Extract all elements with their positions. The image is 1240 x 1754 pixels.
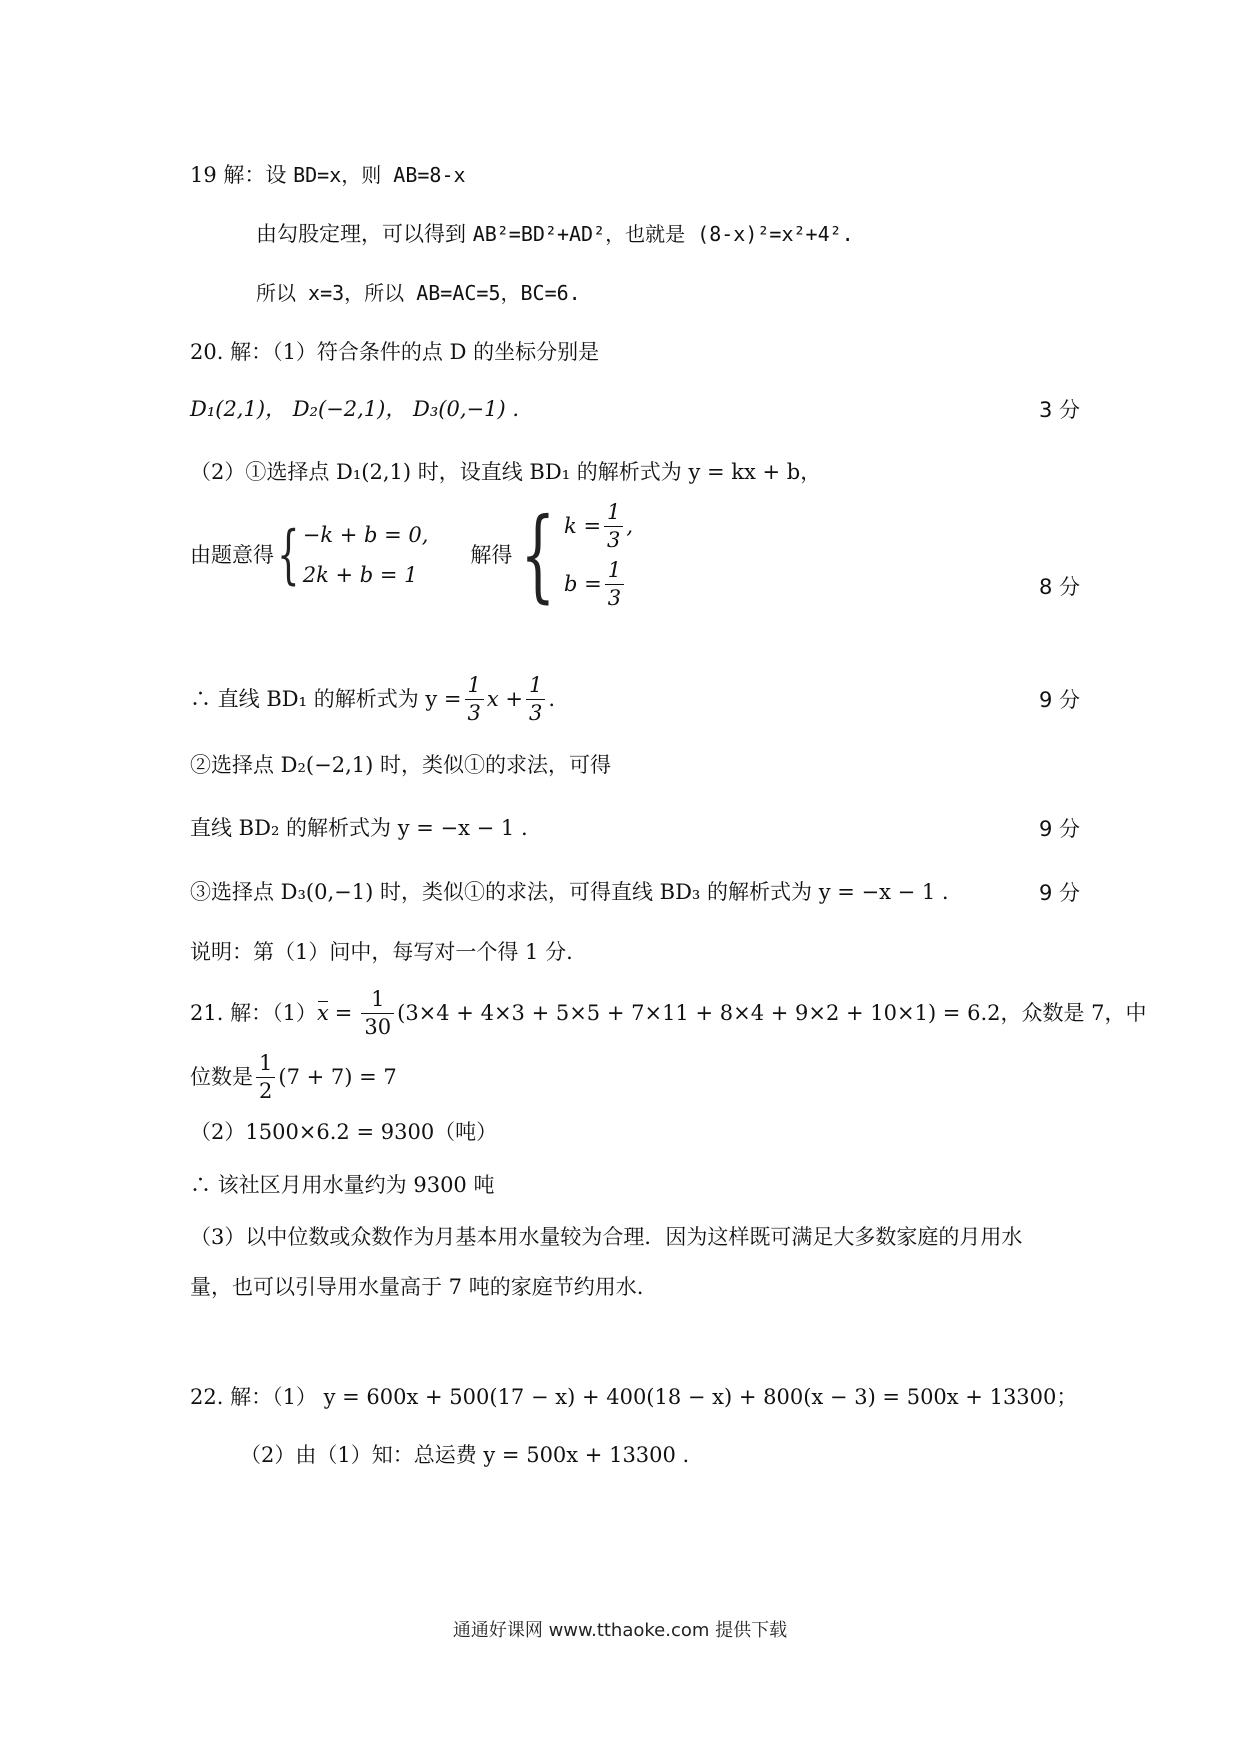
q20-intro: 20. 解：（1）符合条件的点 D 的坐标分别是	[190, 340, 600, 364]
fraction-denominator: 3	[607, 585, 622, 610]
fraction-numerator: 1	[256, 1053, 275, 1078]
q20-equation-1: −k + b = 0,	[302, 523, 429, 547]
fraction-one-third	[465, 672, 484, 725]
q20-equation-2: 2k + b = 1	[302, 563, 418, 587]
q20-solution-b	[564, 555, 633, 613]
page-footer: 通通好课网 www.tthaoke.com 提供下载	[452, 1620, 788, 1641]
q19-line-3: 所以 x=3，所以 AB=AC=5，BC=6.	[256, 281, 581, 305]
q22-line-2: （2）由（1）知：总运费 y = 500x + 13300 .	[240, 1443, 690, 1467]
q21-median-expression: (7 + 7) = 7	[278, 1065, 397, 1089]
q19-line-2	[256, 219, 1090, 249]
q20-therefore-end: .	[548, 687, 556, 711]
q20-points-score: 3 分	[1038, 398, 1080, 422]
q20-solve-label: 解得	[470, 543, 513, 567]
q20-therefore-line	[190, 668, 1090, 730]
q20-case2-line: ②选择点 D₂(−2,1) 时，类似①的求法，可得	[190, 753, 611, 777]
q20-system-row	[190, 496, 1090, 613]
q20-note: 说明：第（1）问中，每写对一个得 1 分.	[190, 940, 573, 964]
fraction-numerator: 1	[604, 502, 623, 527]
q19-setup: BD=x，则 AB=8-x	[293, 163, 466, 187]
q20-case2-result: 直线 BD₂ 的解析式为 y = −x − 1 .	[190, 816, 528, 840]
q21-prefix: 21. 解：（1）	[190, 1001, 317, 1025]
q20-solution	[564, 497, 633, 613]
fraction-one-half	[256, 1050, 275, 1103]
fraction-one-thirtieth	[361, 986, 394, 1039]
q20-points: D₁(2,1)， D₂(−2,1)， D₃(0,−1) .	[190, 397, 520, 421]
q21-part1-line	[190, 982, 1147, 1044]
fraction-denominator: 3	[607, 527, 621, 552]
q19-pythag-label: 由勾股定理，可以得到	[256, 222, 473, 246]
fraction-numerator: 1	[605, 560, 624, 585]
fraction-numerator: 1	[465, 675, 484, 700]
q20-system-score: 8 分	[1038, 575, 1080, 599]
fraction-denominator: 30	[364, 1014, 392, 1039]
q21-part3-line-1: （3）以中位数或众数作为月基本用水量较为合理．因为这样既可满足大多数家庭的月用水	[190, 1225, 1023, 1249]
q20-solution-k: k = $\frac{1}{3}$ ,	[564, 499, 634, 552]
left-brace-icon: {	[277, 518, 300, 592]
q21-mean-symbol: x	[317, 998, 329, 1028]
q20-system-label: 由题意得	[190, 543, 274, 567]
fraction-numerator: 1	[361, 989, 394, 1014]
q20-case3-line: ③选择点 D₃(0,−1) 时，类似①的求法，可得直线 BD₃ 的解析式为 y = −x − 1 .	[190, 880, 949, 904]
q20-k-label: k =	[564, 514, 602, 538]
q21-part2: （2）1500×6.2 = 9300（吨）	[190, 1120, 498, 1144]
q21-median-line	[190, 1046, 1090, 1108]
q19-line-1	[190, 160, 1090, 190]
q21-part2-conclusion: ∴ 该社区月用水量约为 9300 吨	[190, 1173, 495, 1197]
fraction-denominator: 3	[467, 700, 481, 725]
fraction-denominator: 2	[259, 1078, 273, 1103]
fraction-one-third	[605, 557, 624, 610]
q19-prefix: 19 解：设	[190, 163, 294, 187]
q22-line-1: 22. 解：（1） y = 600x + 500(17 − x) + 400(18 − x) + 800(x − 3) = 500x + 13300；	[190, 1385, 1078, 1409]
q20-therefore-mid: x +	[486, 687, 524, 711]
q21-median-prefix: 位数是	[190, 1065, 253, 1089]
fraction-denominator: 3	[529, 700, 543, 725]
q20-therefore-score: 9 分	[1038, 688, 1080, 712]
fraction-numerator: 1	[526, 675, 545, 700]
q20-part2-line: （2）①选择点 D₁(2,1) 时，设直线 BD₁ 的解析式为 y = kx + b，	[190, 460, 822, 484]
q20-case2-score: 9 分	[1038, 817, 1080, 841]
q20-case3-score: 9 分	[1038, 881, 1080, 905]
q20-equation-system	[303, 515, 429, 595]
q21-mean-expression: (3×4 + 4×3 + 5×5 + 7×11 + 8×4 + 9×2 + 10×1) = 6.2，众数是 7，中	[397, 1001, 1147, 1025]
left-brace-icon: {	[520, 496, 556, 613]
fraction-one-third	[526, 672, 545, 725]
q19-pythag-expr: AB²=BD²+AD²，也就是 (8-x)²=x²+4².	[472, 222, 854, 246]
q21-part3-line-2: 量，也可以引导用水量高于 7 吨的家庭节约用水.	[190, 1275, 644, 1299]
q20-therefore-prefix: ∴ 直线 BD₁ 的解析式为 y =	[190, 687, 462, 711]
q21-equals: =	[334, 1001, 353, 1025]
q20-b-label: b =	[564, 572, 602, 596]
fraction-one-third	[604, 499, 623, 552]
